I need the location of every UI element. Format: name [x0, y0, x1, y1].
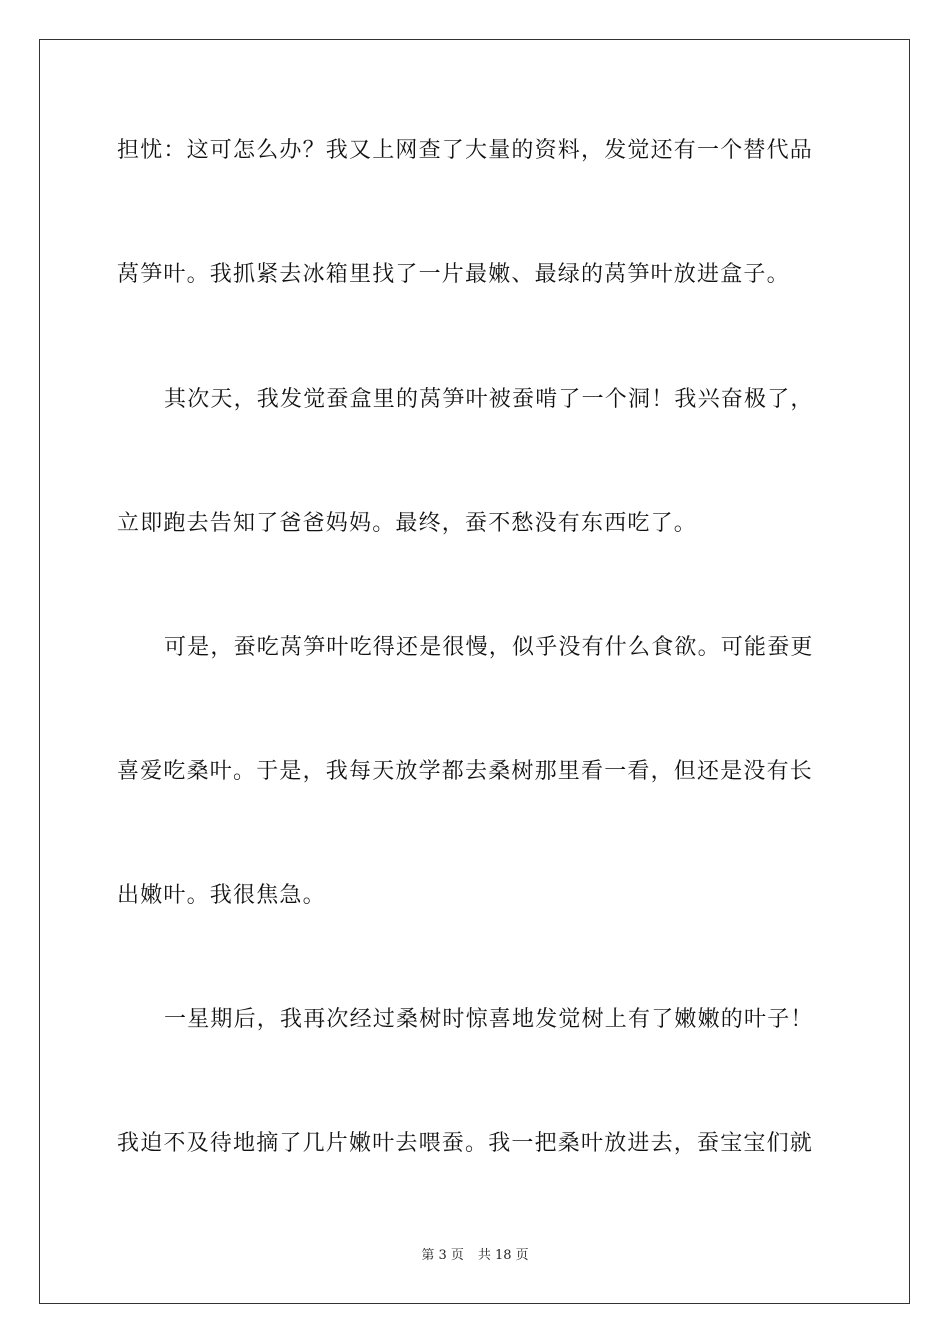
- paragraph-start-line: 一星期后，我再次经过桑树时惊喜地发觉树上有了嫩嫩的叶子！: [164, 1007, 814, 1032]
- page-frame: [39, 39, 910, 1304]
- paragraph-start-line: 其次天，我发觉蚕盒里的莴笋叶被蚕啃了一个洞！我兴奋极了，: [164, 387, 814, 412]
- page-total: 共 18 页: [477, 1248, 529, 1263]
- text-line: 立即跑去告知了爸爸妈妈。最终，蚕不愁没有东西吃了。: [117, 511, 698, 536]
- text-line: 我迫不及待地摘了几片嫩叶去喂蚕。我一把桑叶放进去，蚕宝宝们就: [117, 1131, 814, 1156]
- page-footer: [0, 1247, 950, 1265]
- text-line: 莴笋叶。我抓紧去冰箱里找了一片最嫩、最绿的莴笋叶放进盒子。: [117, 262, 790, 287]
- text-line: 担忧：这可怎么办？我又上网查了大量的资料，发觉还有一个替代品: [117, 138, 814, 163]
- paragraph-start-line: 可是，蚕吃莴笋叶吃得还是很慢，似乎没有什么食欲。可能蚕更: [164, 635, 814, 660]
- text-line: 喜爱吃桑叶。于是，我每天放学都去桑树那里看一看，但还是没有长: [117, 759, 814, 784]
- page-number: 第 3 页: [421, 1248, 464, 1263]
- text-line: 出嫩叶。我很焦急。: [117, 883, 326, 908]
